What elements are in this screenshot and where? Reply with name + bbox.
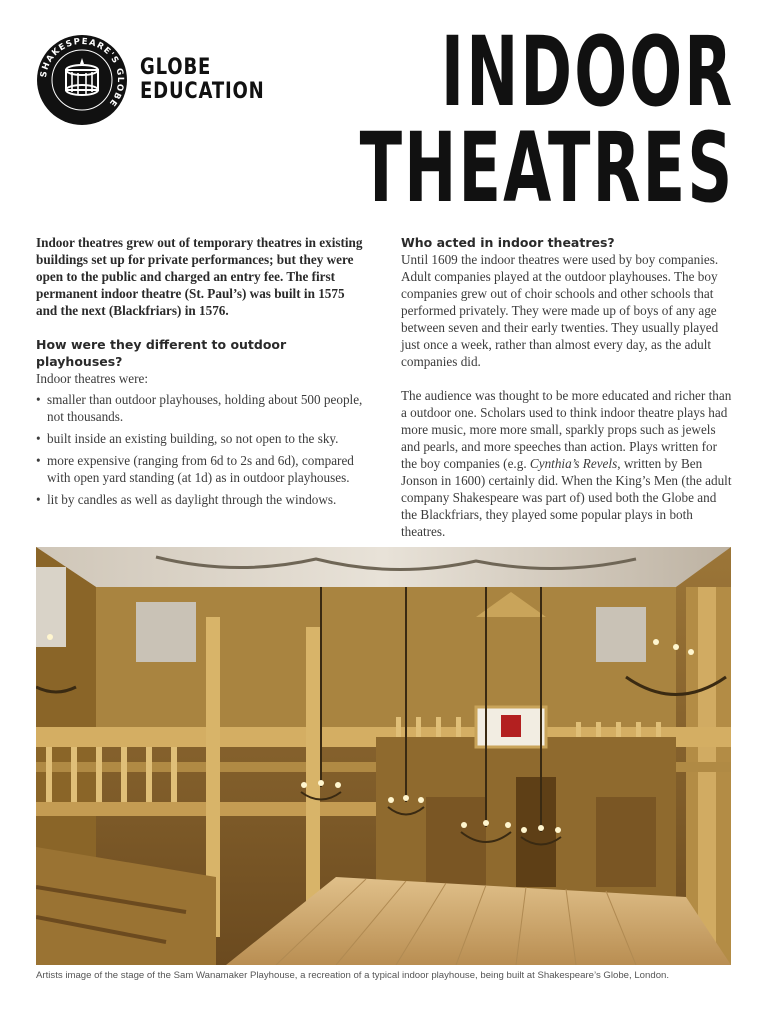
list-item: • lit by candles as well as daylight through the windows. xyxy=(36,491,368,508)
list-item: • more expensive (ranging from 6d to 2s and 6d), compared with open yard standing (at 1d) as in outdoor playhouses. xyxy=(36,452,368,486)
audience-paragraph xyxy=(401,387,733,540)
brand-line-1: GLOBE xyxy=(140,55,212,80)
actors-heading: Who acted in indoor theatres? xyxy=(401,235,615,250)
left-column xyxy=(36,234,368,513)
list-item: • smaller than outdoor playhouses, holding about 500 people, not thousands. xyxy=(36,391,368,425)
illustration-caption: Artists image of the stage of the Sam Wanamaker Playhouse, a recreation of a typical indoor playhouse, being built at Shakespeare’s Globe, London. xyxy=(36,970,670,981)
differences-lead: Indoor theatres were: xyxy=(36,371,149,386)
playhouse-illustration xyxy=(36,547,731,965)
globe-theatre-icon xyxy=(36,34,128,126)
page-title xyxy=(214,16,734,224)
audience-text-b: , written by Ben Jonson in 1600) certainly did. When the King’s Men (the adult company Shakespeare was part of) used both the Globe and the Blackfriars, they played some popular plays in both theatres. xyxy=(401,456,732,539)
logo-arc-text: SHAKESPEARE'S GLOBE xyxy=(38,36,126,109)
actors-paragraph: Until 1609 the indoor theatres were used by boy companies. Adult companies played at the outdoor playhouses. The boy companies grew out of choir schools and other schools that performed privately. They were made up of boys of any age between seven and their early twenties. They usually played just once a week, rather than almost every day, as the adult companies did. xyxy=(401,252,719,369)
list-item: • built inside an existing building, so not open to the sky. xyxy=(36,430,368,447)
title-line-2: THEATRES xyxy=(359,112,734,224)
differences-heading: How were they different to outdoor playhouses? xyxy=(36,337,287,369)
differences-list xyxy=(36,391,368,508)
play-title: Cynthia’s Revels xyxy=(529,456,618,471)
title-line-1: INDOOR xyxy=(440,16,734,128)
right-column xyxy=(401,234,733,540)
intro-paragraph: Indoor theatres grew out of temporary theatres in existing buildings set up for private performances; but they were open to the public and charged an entry fee. The first permanent indoor theatre (St. Paul’s) was built in 1575 and the next (Blackfriars) in 1576. xyxy=(36,235,363,318)
brand-line-2: EDUCATION xyxy=(140,79,265,104)
shakespeares-globe-logo xyxy=(36,34,128,126)
audience-text-a: The audience was thought to be more educated and richer than a outdoor one. Scholars used to think indoor theatre plays had more music, more more small, sparkly props such as jewels and pearls, and more speeches than action. Plays written for the boy companies (e.g. xyxy=(401,388,732,471)
